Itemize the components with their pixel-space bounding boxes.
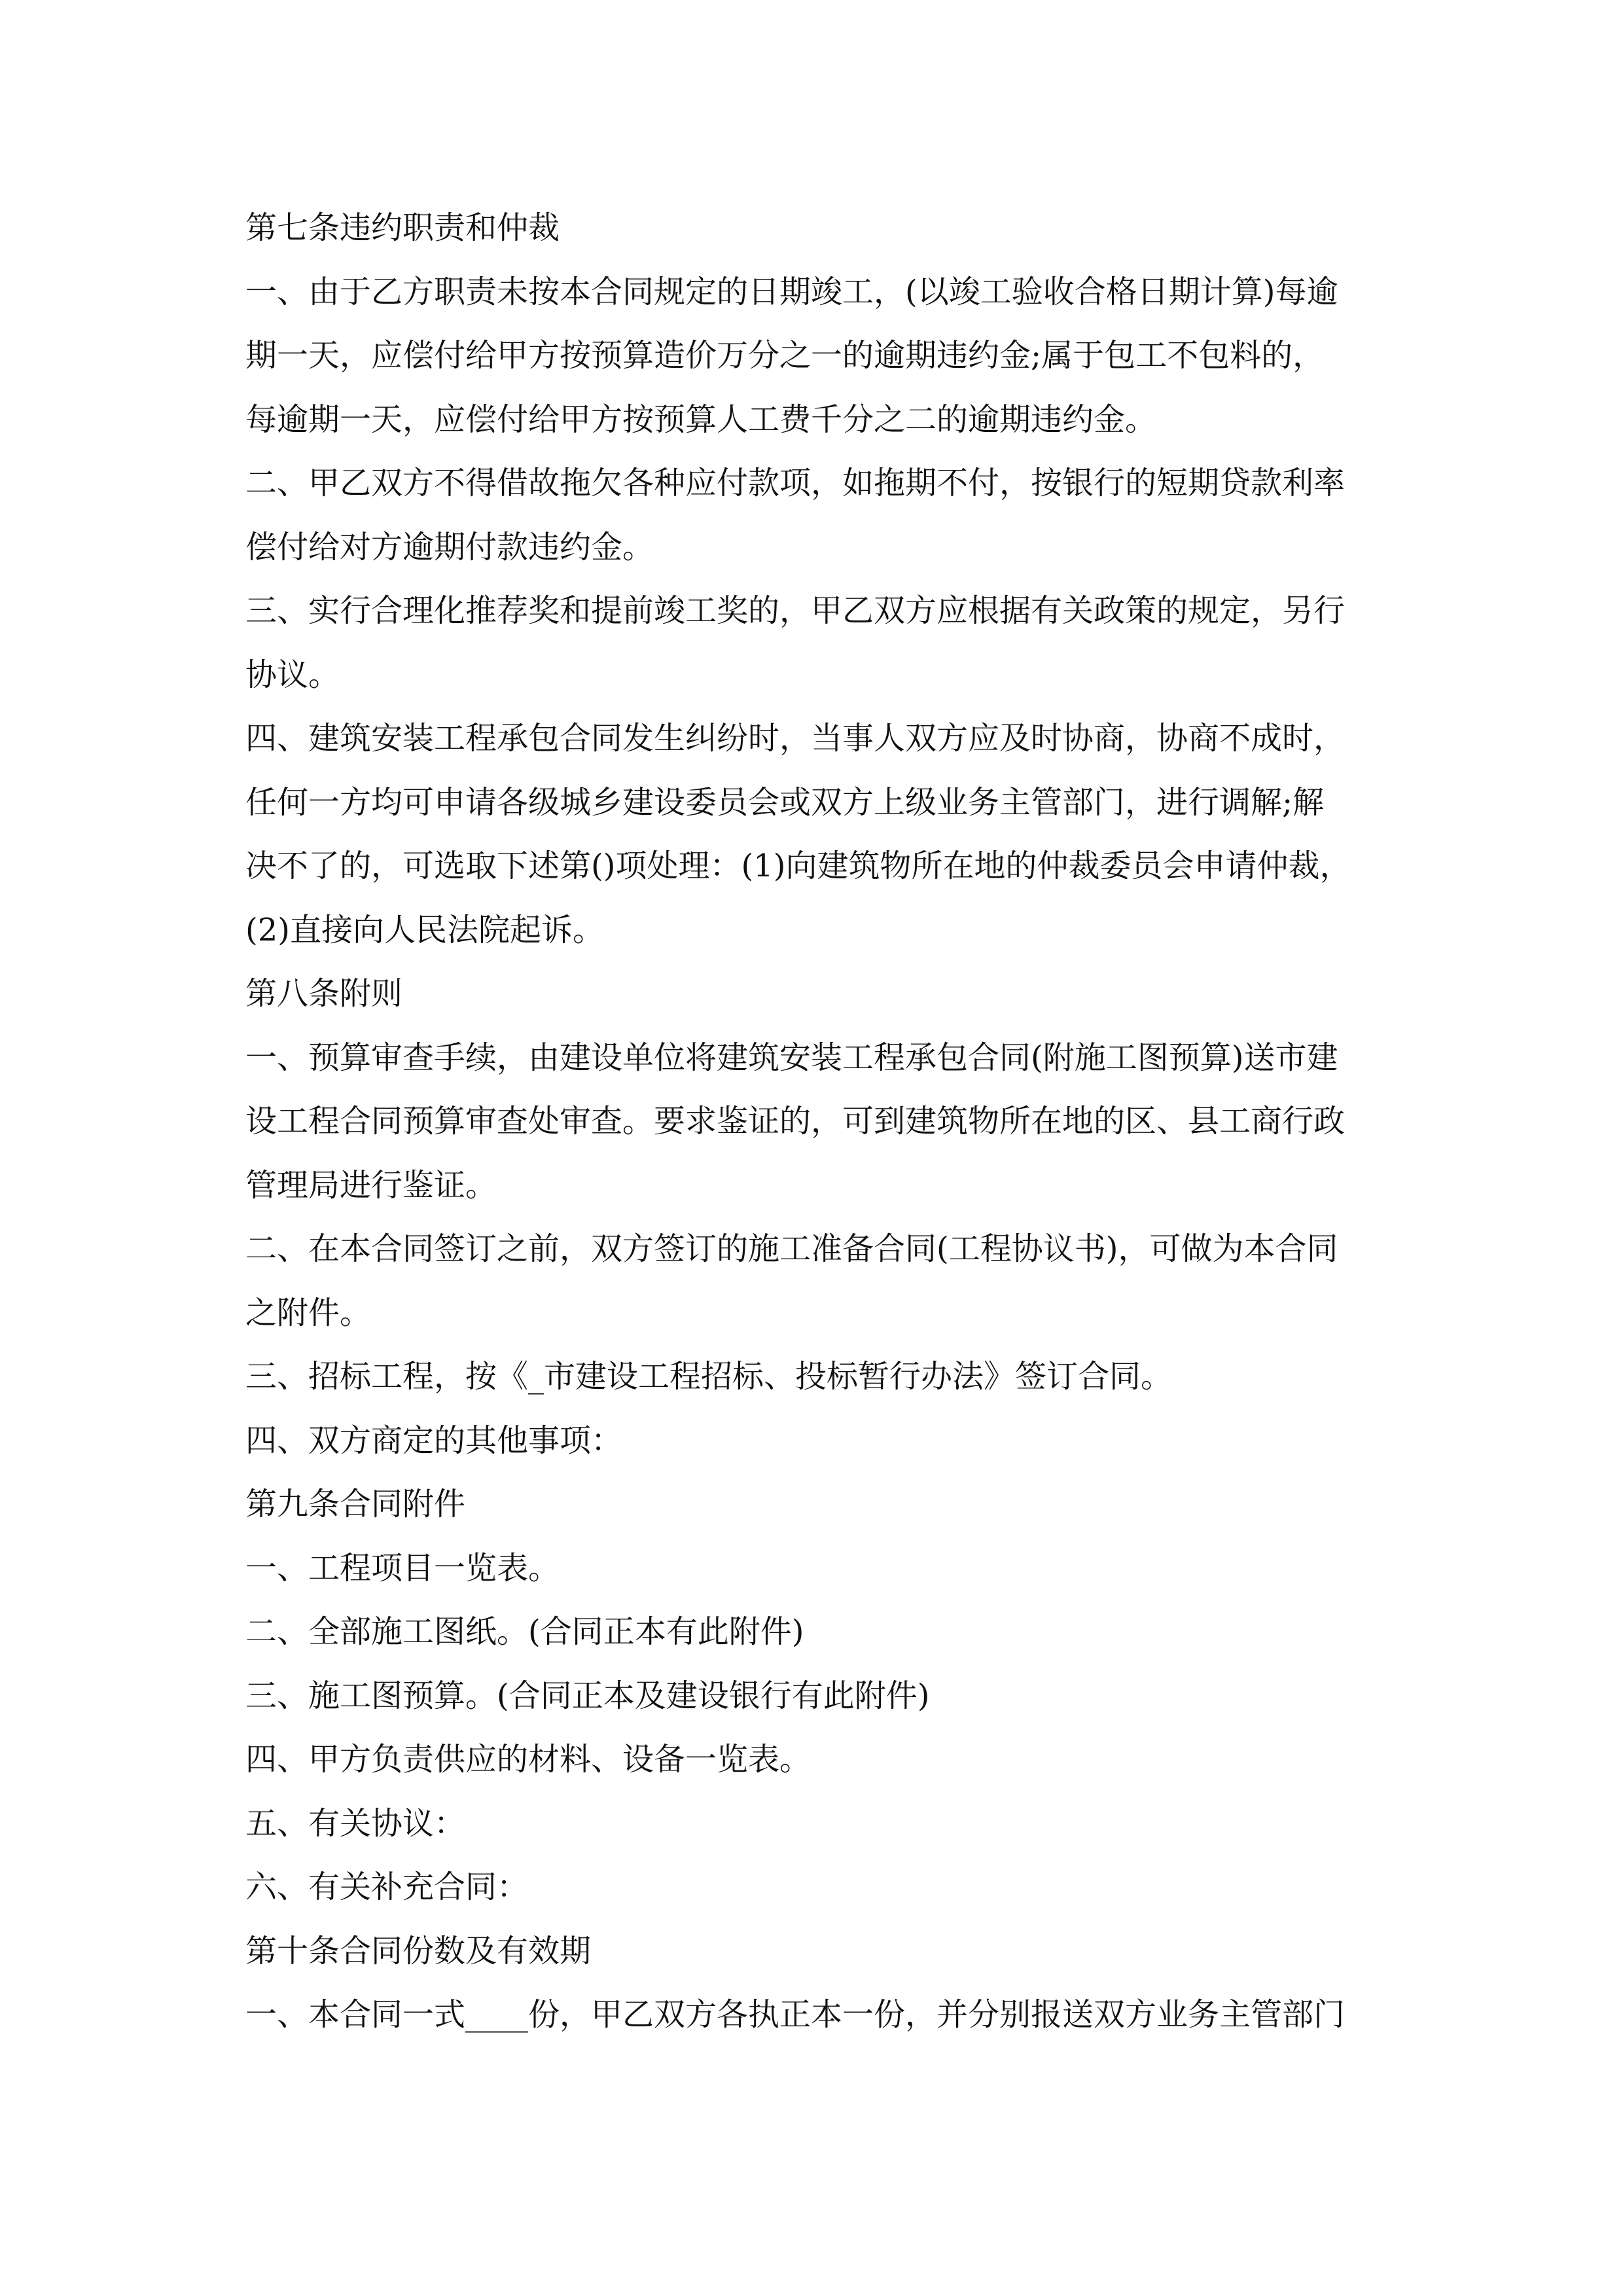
section-heading-8: 第八条附则 bbox=[245, 975, 403, 1012]
text-line: 三、招标工程，按《_市建设工程招标、投标暂行办法》签订合同。 bbox=[245, 1358, 1173, 1395]
text-line: 期一天，应偿付给甲方按预算造价万分之一的逾期违约金;属于包工不包料的， bbox=[245, 337, 1325, 374]
text-line: 一、本合同一式____份，甲乙双方各执正本一份，并分别报送双方业务主管部门 bbox=[245, 1996, 1346, 2033]
text-line: 二、全部施工图纸。(合同正本有此附件) bbox=[245, 1613, 804, 1650]
text-line: (2)直接向人民法院起诉。 bbox=[245, 911, 604, 948]
text-line: 四、甲方负责供应的材料、设备一览表。 bbox=[245, 1741, 812, 1778]
text-line: 一、由于乙方职责未按本合同规定的日期竣工，(以竣工验收合格日期计算)每逾 bbox=[245, 273, 1338, 310]
text-line: 二、在本合同签订之前，双方签订的施工准备合同(工程协议书)，可做为本合同 bbox=[245, 1230, 1338, 1267]
text-line: 四、双方商定的其他事项： bbox=[245, 1422, 623, 1459]
text-line: 协议。 bbox=[245, 656, 340, 693]
document-body bbox=[245, 196, 1397, 2047]
section-heading-10: 第十条合同份数及有效期 bbox=[245, 1932, 592, 1969]
text-line: 二、甲乙双方不得借故拖欠各种应付款项，如拖期不付，按银行的短期贷款利率 bbox=[245, 465, 1346, 501]
text-line: 三、实行合理化推荐奖和提前竣工奖的，甲乙双方应根据有关政策的规定，另行 bbox=[245, 592, 1346, 629]
text-line: 三、施工图预算。(合同正本及建设银行有此附件) bbox=[245, 1677, 930, 1714]
section-heading-7: 第七条违约职责和仲裁 bbox=[245, 209, 560, 246]
text-line: 五、有关协议： bbox=[245, 1804, 466, 1842]
text-line: 任何一方均可申请各级城乡建设委员会或双方上级业务主管部门，进行调解;解 bbox=[245, 783, 1325, 821]
section-heading-9: 第九条合同附件 bbox=[245, 1486, 466, 1522]
text-line: 每逾期一天，应偿付给甲方按预算人工费千分之二的逾期违约金。 bbox=[245, 401, 1157, 438]
text-line: 四、建筑安装工程承包合同发生纠纷时，当事人双方应及时协商，协商不成时， bbox=[245, 720, 1346, 757]
text-line: 偿付给对方逾期付款违约金。 bbox=[245, 528, 654, 565]
text-line: 一、工程项目一览表。 bbox=[245, 1549, 560, 1587]
text-line: 管理局进行鉴证。 bbox=[245, 1166, 497, 1204]
text-line: 一、预算审查手续，由建设单位将建筑安装工程承包合同(附施工图预算)送市建 bbox=[245, 1039, 1338, 1076]
text-line: 设工程合同预算审查处审查。要求鉴证的，可到建筑物所在地的区、县工商行政 bbox=[245, 1103, 1346, 1139]
text-line: 六、有关补充合同： bbox=[245, 1869, 529, 1905]
text-line: 之附件。 bbox=[245, 1294, 372, 1331]
text-line: 决不了的，可选取下述第()项处理：(1)向建筑物所在地的仲裁委员会申请仲裁， bbox=[245, 848, 1351, 884]
